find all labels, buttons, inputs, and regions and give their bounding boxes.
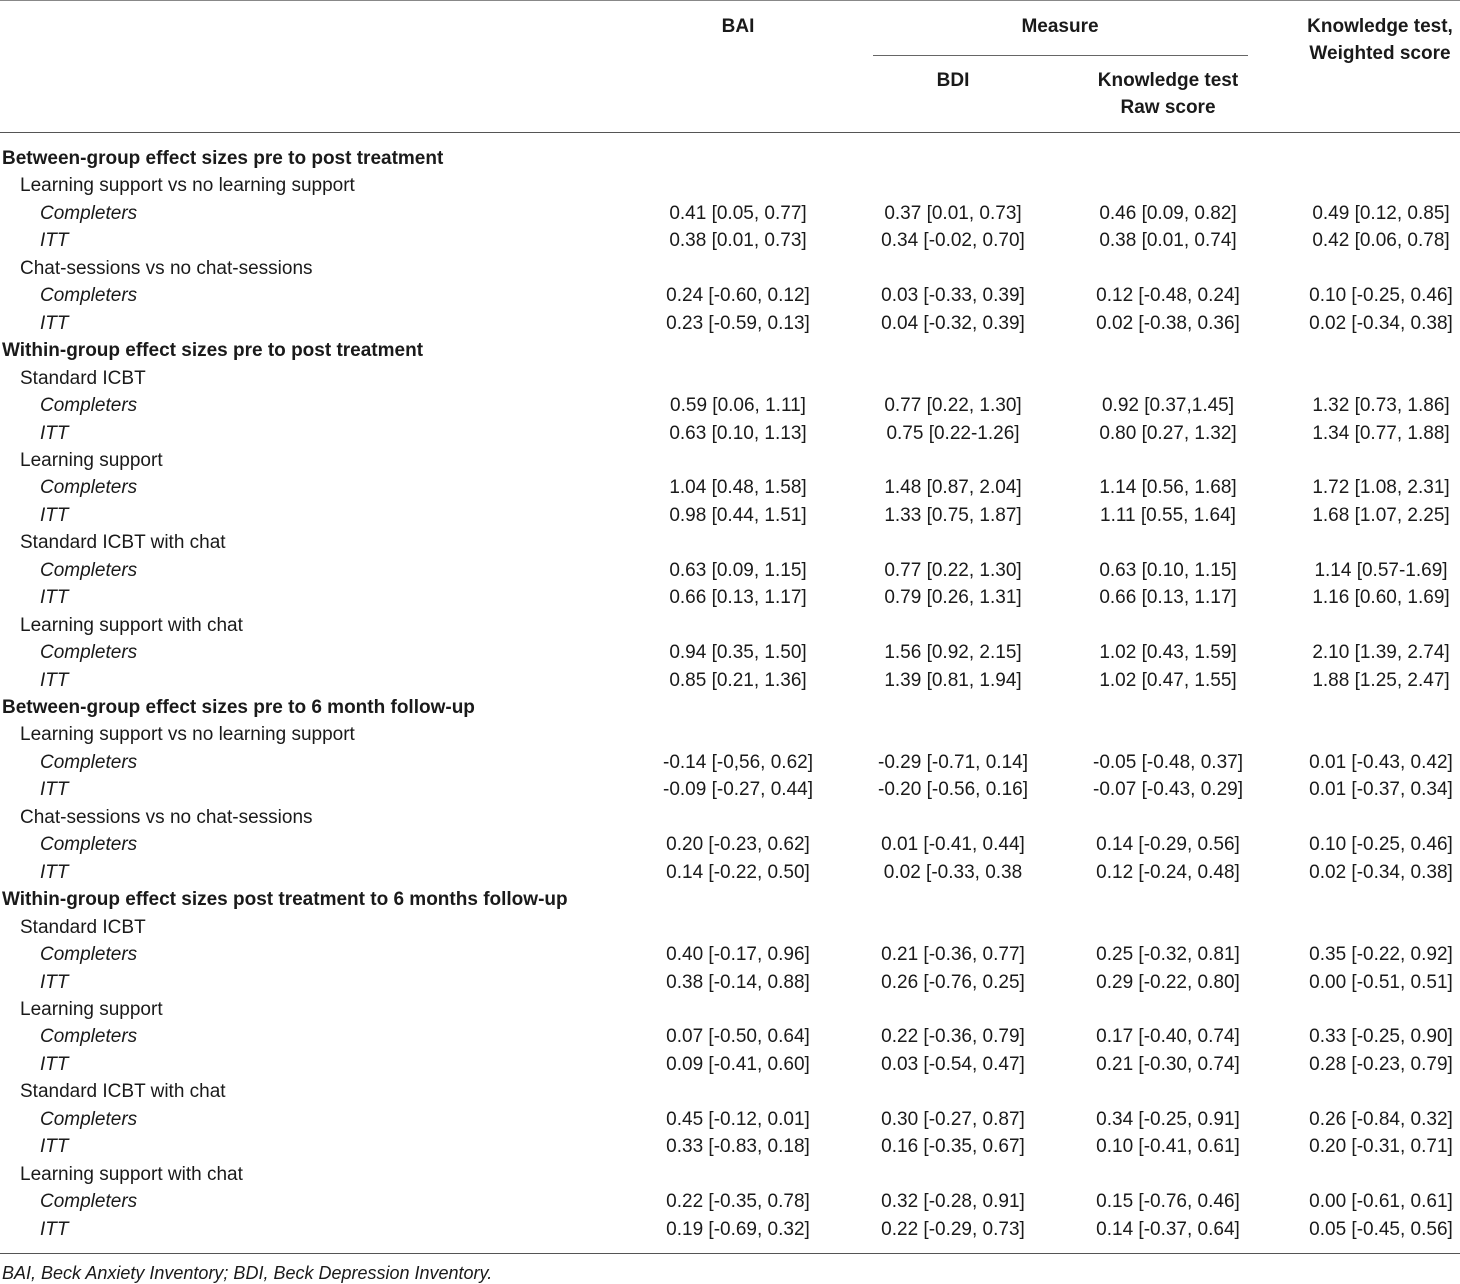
cell-knowledge-raw: 1.02 [0.43, 1.59] <box>1099 642 1237 664</box>
cell-bai: 0.38 [0.01, 0.73] <box>669 230 807 252</box>
cell-bai: -0.14 [-0,56, 0.62] <box>663 751 813 773</box>
cell-knowledge-raw: 0.17 [-0.40, 0.74] <box>1096 1026 1240 1048</box>
table-row <box>0 227 1460 254</box>
cell-bdi: 0.32 [-0.28, 0.91] <box>881 1191 1025 1213</box>
cell-knowledge-raw: 0.92 [0.37,1.45] <box>1101 395 1235 416</box>
row-label: ITT <box>40 1136 69 1158</box>
row-label: ITT <box>40 422 69 444</box>
group-label: Learning support with chat <box>20 614 243 636</box>
cell-knowledge-raw: 0.21 [-0.30, 0.74] <box>1096 1053 1240 1075</box>
cell-knowledge-weighted: 0.33 [-0.25, 0.90] <box>1309 1026 1453 1048</box>
group-label: Learning support with chat <box>20 1163 243 1185</box>
cell-bai: 0.41 [0.05, 0.77] <box>669 202 807 224</box>
group-label: Standard ICBT with chat <box>20 1081 226 1103</box>
cell-knowledge-raw: 0.02 [-0.38, 0.36] <box>1096 312 1240 334</box>
cell-knowledge-weighted: 0.00 [-0.61, 0.61] <box>1309 1191 1453 1213</box>
section-heading-row <box>0 694 1460 721</box>
cell-knowledge-weighted: 0.35 [-0.22, 0.92] <box>1309 944 1453 965</box>
cell-bdi: 0.30 [-0.27, 0.87] <box>881 1108 1025 1130</box>
table-row <box>0 557 1460 584</box>
row-label: ITT <box>40 230 69 252</box>
cell-bai: 0.66 [0.13, 1.17] <box>669 587 807 609</box>
cell-bai: 0.20 [-0.23, 0.62] <box>666 834 810 856</box>
row-label: ITT <box>40 861 69 883</box>
cell-knowledge-raw: 0.46 [0.09, 0.82] <box>1099 202 1237 224</box>
table-row <box>0 1051 1460 1078</box>
cell-bdi: -0.29 [-0.71, 0.14] <box>878 751 1028 773</box>
table-row <box>0 1216 1460 1243</box>
cell-bai: 0.14 [-0.22, 0.50] <box>666 861 810 883</box>
cell-knowledge-raw: 0.10 [-0.41, 0.61] <box>1096 1136 1240 1158</box>
section-heading-row <box>0 337 1460 364</box>
cell-bai: 0.23 [-0.59, 0.13] <box>666 312 810 334</box>
column-header-bai: BAI <box>721 16 755 37</box>
cell-bdi: 0.37 [0.01, 0.73] <box>884 202 1022 224</box>
cell-knowledge-weighted: 1.14 [0.57-1.69] <box>1314 559 1448 581</box>
cell-knowledge-raw: 0.25 [-0.32, 0.81] <box>1096 944 1240 965</box>
cell-knowledge-raw: 0.14 [-0.37, 0.64] <box>1096 1218 1240 1240</box>
group-label: Chat-sessions vs no chat-sessions <box>20 806 313 828</box>
cell-bai: 0.40 [-0.17, 0.96] <box>666 944 810 965</box>
cell-knowledge-weighted: 0.10 [-0.25, 0.46] <box>1309 285 1453 307</box>
row-label: Completers <box>40 1191 138 1213</box>
cell-bai: 0.63 [0.09, 1.15] <box>669 559 807 581</box>
group-row <box>0 1161 1460 1188</box>
row-label: ITT <box>40 1053 69 1075</box>
column-header-bdi: BDI <box>936 70 970 91</box>
cell-bdi: 0.04 [-0.32, 0.39] <box>881 312 1025 334</box>
row-label: Completers <box>40 1108 138 1130</box>
header-bottom-rule <box>0 132 1460 133</box>
table-row <box>0 941 1460 968</box>
group-row <box>0 365 1460 392</box>
section-heading-row <box>0 145 1460 172</box>
table-row <box>0 1188 1460 1215</box>
cell-bdi: 0.77 [0.22, 1.30] <box>884 559 1022 581</box>
cell-knowledge-weighted: 0.02 [-0.34, 0.38] <box>1309 861 1453 883</box>
row-label: Completers <box>40 944 138 965</box>
group-label: Standard ICBT <box>20 916 146 938</box>
cell-knowledge-raw: 1.11 [0.55, 1.64] <box>1100 504 1236 526</box>
measure-span-rule <box>873 55 1248 56</box>
cell-knowledge-weighted: 0.01 [-0.37, 0.34] <box>1309 779 1453 801</box>
cell-bdi: 1.33 [0.75, 1.87] <box>884 504 1022 526</box>
cell-knowledge-weighted: 1.88 [1.25, 2.47] <box>1312 669 1450 691</box>
section-heading: Between-group effect sizes pre to post treatment <box>2 148 444 169</box>
knowledge-weighted-line2: Weighted score <box>1309 43 1451 64</box>
row-label: Completers <box>40 642 138 664</box>
row-label: Completers <box>40 477 138 499</box>
cell-knowledge-weighted: 1.68 [1.07, 2.25] <box>1312 504 1450 526</box>
cell-bdi: 0.79 [0.26, 1.31] <box>884 587 1022 609</box>
group-label: Chat-sessions vs no chat-sessions <box>20 257 313 279</box>
table-top-rule <box>0 0 1460 1</box>
group-label: Standard ICBT <box>20 367 146 389</box>
table-row <box>0 584 1460 611</box>
cell-knowledge-weighted: 0.20 [-0.31, 0.71] <box>1309 1136 1453 1158</box>
table-row <box>0 1106 1460 1133</box>
cell-bai: 0.85 [0.21, 1.36] <box>669 669 807 691</box>
row-label: Completers <box>40 395 138 416</box>
knowledge-raw-line2: Raw score <box>1120 97 1216 118</box>
table-row <box>0 639 1460 666</box>
table-row <box>0 502 1460 529</box>
table-row <box>0 1133 1460 1160</box>
group-row <box>0 914 1460 941</box>
cell-knowledge-raw: 0.34 [-0.25, 0.91] <box>1096 1108 1240 1130</box>
cell-bai: 0.19 [-0.69, 0.32] <box>666 1218 810 1240</box>
knowledge-raw-line1: Knowledge test <box>1097 70 1239 91</box>
column-header-measure: Measure <box>1021 16 1099 37</box>
group-label: Standard ICBT with chat <box>20 532 226 554</box>
cell-knowledge-weighted: 1.34 [0.77, 1.88] <box>1312 422 1450 444</box>
cell-knowledge-weighted: 0.49 [0.12, 0.85] <box>1312 202 1450 224</box>
row-label: Completers <box>40 285 138 307</box>
cell-knowledge-raw: 1.14 [0.56, 1.68] <box>1099 477 1237 499</box>
cell-bdi: 0.02 [-0.33, 0.38 <box>883 861 1023 883</box>
cell-knowledge-raw: 0.12 [-0.24, 0.48] <box>1096 861 1240 883</box>
cell-bai: 0.38 [-0.14, 0.88] <box>666 971 810 993</box>
group-label: Learning support vs no learning support <box>20 724 355 746</box>
cell-knowledge-raw: 0.15 [-0.76, 0.46] <box>1096 1191 1240 1213</box>
group-row <box>0 255 1460 282</box>
cell-knowledge-weighted: 1.72 [1.08, 2.31] <box>1312 477 1450 499</box>
group-row <box>0 804 1460 831</box>
row-label: ITT <box>40 779 69 801</box>
cell-knowledge-raw: 0.29 [-0.22, 0.80] <box>1096 971 1240 993</box>
group-row <box>0 1078 1460 1105</box>
cell-knowledge-weighted: 0.10 [-0.25, 0.46] <box>1309 834 1453 856</box>
cell-bdi: 0.26 [-0.76, 0.25] <box>881 971 1025 993</box>
table-row <box>0 282 1460 309</box>
cell-bai: 0.24 [-0.60, 0.12] <box>666 285 810 307</box>
cell-bdi: 0.75 [0.22-1.26] <box>886 422 1020 444</box>
table-row <box>0 392 1460 419</box>
table-bottom-rule <box>0 1253 1460 1254</box>
cell-bdi: 0.01 [-0.41, 0.44] <box>881 834 1025 856</box>
cell-knowledge-raw: 0.80 [0.27, 1.32] <box>1099 422 1237 444</box>
row-label: ITT <box>40 669 69 691</box>
cell-knowledge-raw: 0.38 [0.01, 0.74] <box>1099 230 1237 252</box>
cell-bai: 0.33 [-0.83, 0.18] <box>666 1136 810 1158</box>
group-label: Learning support <box>20 449 163 471</box>
cell-bai: 0.59 [0.06, 1.11] <box>670 395 806 416</box>
cell-bai: 0.07 [-0.50, 0.64] <box>666 1026 810 1048</box>
cell-knowledge-weighted: 0.00 [-0.51, 0.51] <box>1309 971 1453 993</box>
cell-bdi: 0.03 [-0.54, 0.47] <box>881 1053 1025 1075</box>
table-row <box>0 667 1460 694</box>
cell-knowledge-raw: 0.12 [-0.48, 0.24] <box>1096 285 1240 307</box>
table-row <box>0 749 1460 776</box>
column-header-knowledge-raw <box>1078 67 1258 121</box>
row-label: Completers <box>40 834 138 856</box>
section-heading: Within-group effect sizes pre to post treatment <box>2 340 424 362</box>
cell-knowledge-weighted: 0.42 [0.06, 0.78] <box>1312 230 1450 252</box>
row-label: Completers <box>40 559 138 581</box>
group-row <box>0 996 1460 1023</box>
cell-bai: -0.09 [-0.27, 0.44] <box>663 779 813 801</box>
cell-knowledge-weighted: 0.28 [-0.23, 0.79] <box>1309 1053 1453 1075</box>
row-label: ITT <box>40 971 69 993</box>
cell-bdi: -0.20 [-0.56, 0.16] <box>878 779 1028 801</box>
cell-bai: 0.94 [0.35, 1.50] <box>669 642 807 664</box>
section-heading: Between-group effect sizes pre to 6 month follow-up <box>2 697 475 718</box>
table-row <box>0 474 1460 501</box>
cell-bdi: 1.48 [0.87, 2.04] <box>884 477 1022 499</box>
table-footnote: BAI, Beck Anxiety Inventory; BDI, Beck Depression Inventory. <box>2 1263 493 1283</box>
group-row <box>0 172 1460 199</box>
cell-knowledge-raw: 1.02 [0.47, 1.55] <box>1099 669 1237 691</box>
table-row <box>0 859 1460 886</box>
cell-bdi: 0.34 [-0.02, 0.70] <box>881 230 1025 252</box>
cell-bdi: 0.77 [0.22, 1.30] <box>884 395 1022 416</box>
cell-knowledge-raw: -0.05 [-0.48, 0.37] <box>1093 751 1243 773</box>
row-label: ITT <box>40 587 69 609</box>
cell-bdi: 0.16 [-0.35, 0.67] <box>881 1136 1025 1158</box>
row-label: Completers <box>40 202 138 224</box>
cell-knowledge-raw: 0.66 [0.13, 1.17] <box>1099 587 1237 609</box>
cell-bai: 0.63 [0.10, 1.13] <box>669 422 807 444</box>
row-label: ITT <box>40 504 69 526</box>
knowledge-weighted-line1: Knowledge test, <box>1307 16 1453 37</box>
cell-knowledge-weighted: 0.26 [-0.84, 0.32] <box>1309 1108 1453 1130</box>
cell-bdi: 1.39 [0.81, 1.94] <box>884 669 1022 691</box>
group-row <box>0 529 1460 556</box>
cell-bai: 0.98 [0.44, 1.51] <box>669 504 807 526</box>
section-heading-row <box>0 886 1460 913</box>
cell-bdi: 0.03 [-0.33, 0.39] <box>881 285 1025 307</box>
cell-knowledge-weighted: 1.32 [0.73, 1.86] <box>1312 395 1450 416</box>
table-row <box>0 1023 1460 1050</box>
cell-bdi: 0.22 [-0.36, 0.79] <box>881 1026 1025 1048</box>
row-label: ITT <box>40 312 69 334</box>
cell-knowledge-raw: 0.14 [-0.29, 0.56] <box>1096 834 1240 856</box>
cell-knowledge-weighted: 0.02 [-0.34, 0.38] <box>1309 312 1453 334</box>
row-label: Completers <box>40 751 138 773</box>
cell-knowledge-weighted: 1.16 [0.60, 1.69] <box>1312 587 1450 609</box>
cell-bdi: 1.56 [0.92, 2.15] <box>884 642 1022 664</box>
cell-bai: 1.04 [0.48, 1.58] <box>669 477 807 499</box>
group-row <box>0 612 1460 639</box>
cell-bai: 0.45 [-0.12, 0.01] <box>666 1108 810 1130</box>
group-label: Learning support <box>20 998 163 1020</box>
cell-bdi: 0.22 [-0.29, 0.73] <box>881 1218 1025 1240</box>
section-heading: Within-group effect sizes post treatment to 6 months follow-up <box>2 889 568 911</box>
cell-knowledge-raw: 0.63 [0.10, 1.15] <box>1099 559 1237 581</box>
cell-bdi: 0.21 [-0.36, 0.77] <box>881 944 1025 965</box>
row-label: Completers <box>40 1026 138 1048</box>
cell-knowledge-weighted: 2.10 [1.39, 2.74] <box>1312 642 1450 664</box>
group-label: Learning support vs no learning support <box>20 175 355 197</box>
table-row <box>0 969 1460 996</box>
column-header-knowledge-weighted <box>1290 13 1460 67</box>
row-label: ITT <box>40 1218 69 1240</box>
group-row <box>0 447 1460 474</box>
group-row <box>0 721 1460 748</box>
table-row <box>0 200 1460 227</box>
cell-knowledge-weighted: 0.01 [-0.43, 0.42] <box>1309 751 1453 773</box>
table-row <box>0 310 1460 337</box>
cell-bai: 0.22 [-0.35, 0.78] <box>666 1191 810 1213</box>
cell-bai: 0.09 [-0.41, 0.60] <box>666 1053 810 1075</box>
table-row <box>0 420 1460 447</box>
table-row <box>0 776 1460 803</box>
cell-knowledge-weighted: 0.05 [-0.45, 0.56] <box>1309 1218 1453 1240</box>
cell-knowledge-raw: -0.07 [-0.43, 0.29] <box>1093 779 1243 801</box>
table-row <box>0 831 1460 858</box>
